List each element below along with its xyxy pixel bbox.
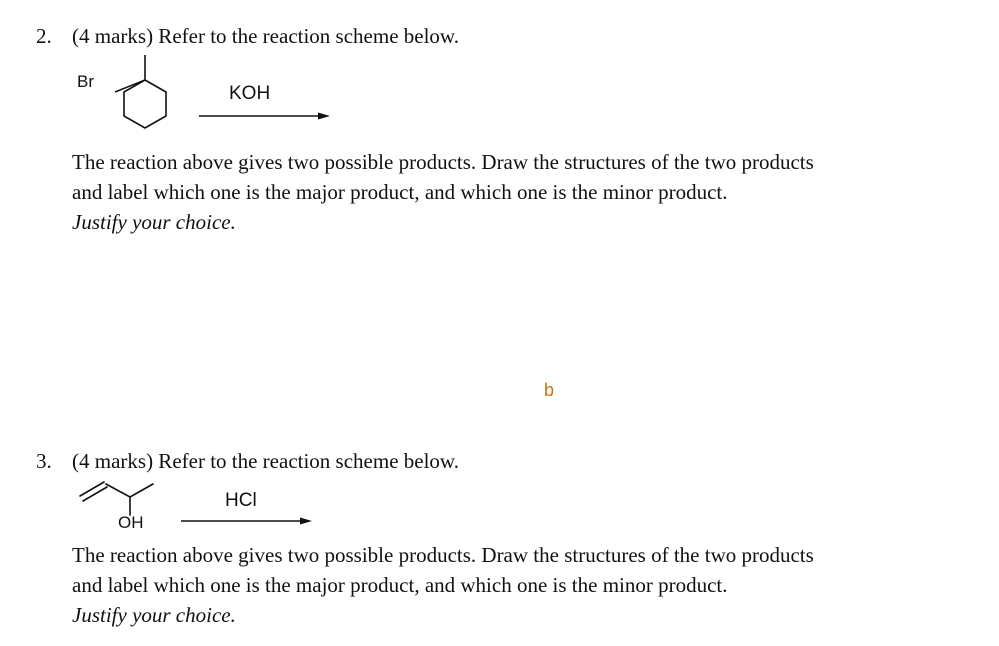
question-3-heading: (4 marks) Refer to the reaction scheme below. <box>72 449 459 473</box>
alkene-bond-1 <box>80 482 104 496</box>
question-3-body-line-2: and label which one is the major product, and which one is the minor product. <box>72 573 728 597</box>
question-2-instruction: Justify your choice. <box>72 210 236 234</box>
question-3-number: 3. <box>36 449 52 473</box>
c-c-bond-1 <box>106 484 130 497</box>
question-3-body <box>72 540 932 630</box>
question-2-reagent: KOH <box>229 83 271 104</box>
stray-mark: b <box>544 380 555 400</box>
bromine-label: Br <box>77 72 94 91</box>
question-3-body-line-1: The reaction above gives two possible products. Draw the structures of the two products <box>72 543 814 567</box>
cyclohexane-ring <box>124 80 166 128</box>
alkene-bond-2 <box>83 487 107 501</box>
question-3-instruction: Justify your choice. <box>72 603 236 627</box>
question-2-body-line-2: and label which one is the major product, and which one is the minor product. <box>72 180 728 204</box>
question-2-heading: (4 marks) Refer to the reaction scheme below. <box>72 24 459 48</box>
question-2-number: 2. <box>36 24 52 48</box>
question-2-body <box>72 147 932 237</box>
question-2-reaction-arrow <box>198 109 334 123</box>
question-3-reaction-arrow <box>180 514 316 528</box>
c-c-bond-2 <box>130 484 153 497</box>
hydroxyl-label: OH <box>118 513 144 532</box>
question-2-reactant-structure <box>70 48 190 148</box>
c-br-bond <box>115 80 145 92</box>
question-2-body-line-1: The reaction above gives two possible products. Draw the structures of the two products <box>72 150 814 174</box>
question-3-reagent: HCl <box>225 490 257 511</box>
